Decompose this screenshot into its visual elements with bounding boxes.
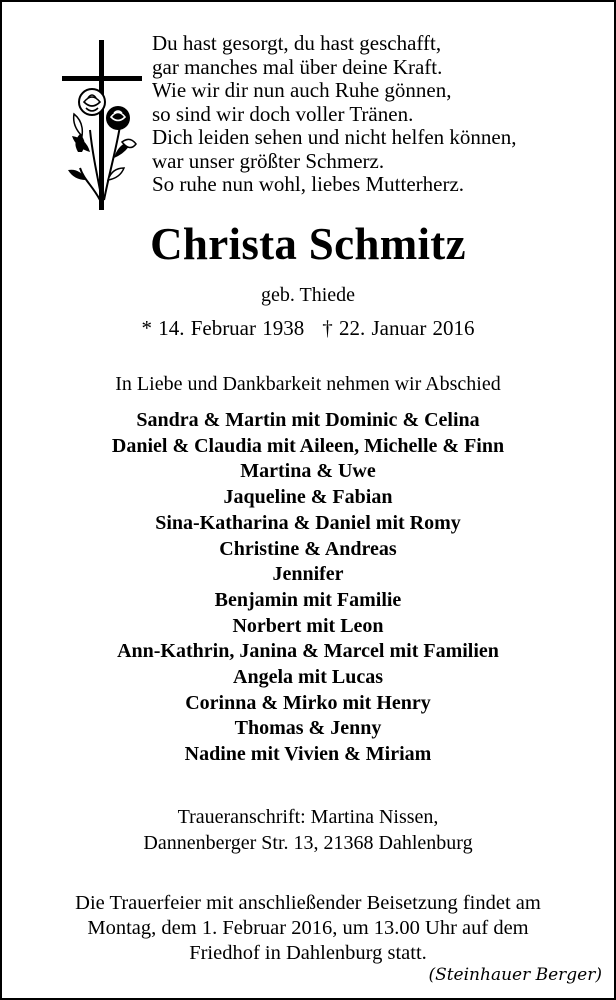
address-line: Dannenberger Str. 13, 21368 Dahlenburg (143, 832, 473, 854)
ceremony-line: Montag, dem 1. Februar 2016, um 13.00 Uhr auf dem (87, 917, 529, 939)
poem (152, 32, 592, 197)
mourner-line: Sandra & Martin mit Dominic & Celina (136, 409, 480, 431)
mourner-line: Jennifer (272, 563, 344, 586)
poem-line: Du hast gesorgt, du hast geschafft, (152, 31, 442, 55)
poem-line: Dich leiden sehen und nicht helfen können, (152, 125, 517, 149)
poem-line: So ruhe nun wohl, liebes Mutterherz. (152, 172, 465, 196)
ceremony-info (0, 891, 616, 966)
birth-date: * 14. Februar 1938 (141, 316, 305, 340)
mourner-line: Christine & Andreas (219, 537, 397, 560)
funeral-home-signature: (Steinhauer Berger) (428, 965, 602, 985)
poem-line: gar manches mal über deine Kraft. (152, 54, 443, 79)
death-date: † 22. Januar 2016 (322, 316, 475, 340)
cross-with-roses-icon (62, 40, 144, 212)
mourner-line: Thomas & Jenny (234, 717, 382, 740)
deceased-name: Christa Schmitz (150, 219, 466, 269)
maiden-name: geb. Thiede (260, 284, 356, 306)
mourner-line: Daniel & Claudia mit Aileen, Michelle & Finn (111, 434, 505, 457)
mourner-line: Jaqueline & Fabian (223, 486, 393, 509)
ceremony-line: Die Trauerfeier mit anschließender Beisetzung findet am (75, 892, 541, 914)
mourner-line: Ann-Kathrin, Janina & Marcel mit Familien (117, 640, 499, 663)
mourner-line: Angela mit Lucas (233, 666, 383, 689)
mourner-line: Nadine mit Vivien & Miriam (184, 743, 432, 766)
mourning-address (0, 804, 616, 856)
mourner-line: Sina-Katharina & Daniel mit Romy (155, 511, 461, 534)
life-dates (0, 316, 616, 341)
ceremony-line: Friedhof in Dahlenburg statt. (189, 942, 427, 964)
address-line: Traueranschrift: Martina Nissen, (177, 806, 439, 828)
poem-line: Wie wir dir nun auch Ruhe gönnen, (152, 78, 452, 102)
mourner-line: Benjamin mit Familie (214, 588, 402, 611)
mourner-line: Martina & Uwe (240, 460, 376, 483)
poem-line: so sind wir doch voller Tränen. (152, 101, 414, 126)
farewell-line: In Liebe und Dankbarkeit nehmen wir Abschied (115, 373, 501, 395)
mourner-line: Norbert mit Leon (232, 614, 384, 637)
poem-line: war unser größter Schmerz. (152, 148, 385, 173)
mourner-line: Corinna & Mirko mit Henry (185, 691, 431, 714)
mourners-list (0, 408, 616, 768)
